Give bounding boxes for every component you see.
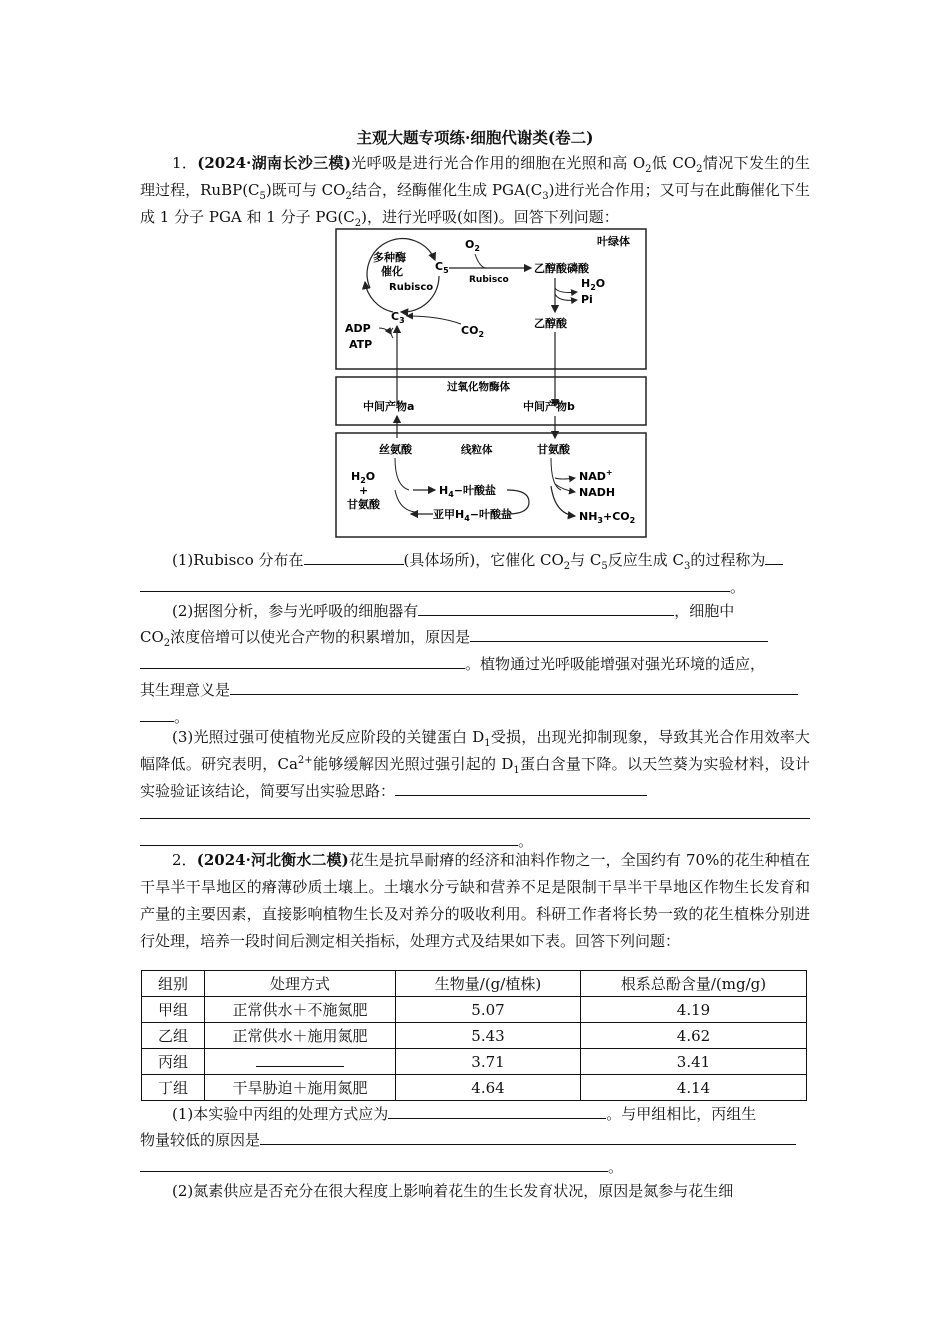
q1-stem: 1．(2024·湖南长沙三模)光呼吸是进行光合作用的细胞在光照和高 $O_2$低 $CO_2$情况下发生的生理过程，$RuBP(C_5)$既可与 $CO_2$结合，经酶催化生成 $PGA(C_3)$进行光合作用；又可与在此酶催化下生成 1 分子 PGA 和 1 分子 $PG(C_2)$，进行光呼吸(如图)。回答下列问题： (140, 154, 811, 229)
svg-text:Rubisco: Rubisco (469, 275, 509, 285)
c5-label: $C_5$ (435, 260, 449, 275)
nh3-co2-label: $NH_3+CO_2$ (579, 510, 636, 525)
table-header: 组别 (142, 971, 205, 997)
intermediate-b-label: 中间产物b (523, 400, 575, 413)
svg-text:H2O: $H_2O$ (351, 470, 376, 485)
glycine-label: 甘氨酸 (537, 443, 570, 456)
answer-blank[interactable] (140, 830, 518, 846)
q1-sub2: (2)据图分析，参与光呼吸的细胞器有 ，细胞中 (172, 602, 735, 620)
table-header: 处理方式 (205, 971, 396, 997)
q1-sub2-line2: $CO_2$浓度倍增可以使光合产物的积累增加，原因是 (140, 624, 810, 651)
intermediate-a-label: 中间产物a (363, 400, 415, 413)
answer-blank[interactable] (256, 1052, 344, 1067)
q2-sub2: (2)氮素供应是否充分在很大程度上影响着花生的生长发育状况，原因是氮参与花生细 (172, 1182, 734, 1200)
table-header-row (142, 971, 807, 997)
svg-text:+: + (359, 484, 369, 497)
answer-blank[interactable] (418, 600, 674, 616)
answer-blank[interactable] (260, 1129, 796, 1145)
table-row: 甲组 正常供水＋不施氮肥 5.07 4.19 (142, 997, 807, 1023)
page-title: 主观大题专项练·细胞代谢类(卷二) (356, 128, 594, 147)
svg-text:H2O: $H_2O$ (581, 277, 606, 292)
o2-label: $O_2$ (465, 238, 480, 253)
table-row: 乙组 正常供水＋施用氮肥 5.43 4.62 (142, 1023, 807, 1049)
chloroplast-label: 叶绿体 (597, 235, 630, 248)
methylene-folate-label: 亚甲$H_4-$叶酸盐 (433, 508, 513, 523)
q1-sub1: (1)Rubisco 分布在 (具体场所)，它催化 $CO_2$与 $C_5$反应生成 $C_3$的过程称为 。 (140, 547, 810, 601)
atp-label: ATP (349, 338, 373, 351)
h4-folate-label: $H_4-$叶酸盐 (439, 484, 497, 499)
q2-stem: 2．(2024·河北衡水二模)花生是抗旱耐瘠的经济和油料作物之一，全国约有 70%的花生种植在干旱半干旱地区的瘠薄砂质土壤上。土壤水分亏缺和营养不足是限制干旱半干旱地区作物生长发育和产量的主要因素，直接影响植物生长及对养分的吸收利用。科研工作者将长势一致的花生植株分别进行处理，培养一段时间后测定相关指标，处理方式及结果如下表。回答下列问题： (140, 851, 810, 950)
q1-sub3-lines: 。 (140, 801, 810, 855)
q1-sub2-line3: 。植物通过光呼吸能增强对强光环境的适应， (140, 651, 810, 678)
adp-label: ADP (345, 322, 371, 335)
answer-blank[interactable] (140, 803, 810, 819)
answer-blank[interactable] (140, 576, 730, 592)
answer-blank[interactable] (230, 679, 798, 695)
peroxisome-label: 过氧化物酶体 (447, 381, 510, 393)
chloroplast-box (336, 229, 646, 369)
svg-text:Pi: Pi (581, 293, 593, 306)
answer-blank[interactable] (140, 706, 174, 722)
answer-blank[interactable] (388, 1103, 606, 1119)
photorespiration-diagram (335, 228, 647, 540)
table-header: 根系总酚含量/(mg/g) (581, 971, 807, 997)
svg-text:催化: 催化 (381, 265, 403, 278)
answer-blank[interactable] (470, 626, 768, 642)
q1-sub2-line4: 其生理意义是 。 (140, 677, 810, 731)
answer-blank[interactable] (140, 653, 465, 669)
rubisco-label: Rubisco (389, 282, 434, 293)
q2-sub1: (1)本实验中丙组的处理方式应为 。与甲组相比，丙组生 (172, 1105, 757, 1123)
co2-label: $CO_2$ (461, 324, 485, 339)
answer-blank[interactable] (304, 549, 404, 565)
mitochondrion-label: 线粒体 (461, 444, 493, 456)
nadh-label: NADH (579, 486, 616, 499)
table-row: 丁组 干旱胁迫＋施用氮肥 4.64 4.14 (142, 1075, 807, 1101)
answer-blank[interactable] (765, 549, 783, 565)
table-row: 丙组 3.71 3.41 (142, 1049, 807, 1075)
q1-sub3: (3)光照过强可使植物光反应阶段的关键蛋白 $D_1$受损，出现光抑制现象，导致其光合作用效率大幅降低。研究表明，$Ca^{2+}$能够缓解因光照过强引起的 $D_1$蛋白含量下降。以天竺葵为实验材料，设计实验验证该结论，简要写出实验思路： (140, 728, 811, 800)
multi-enzyme-label: 多种酶 (373, 251, 406, 264)
answer-blank[interactable] (140, 1156, 608, 1172)
nad-label: NAD+ (579, 468, 613, 483)
results-table (141, 970, 807, 1101)
table-header: 生物量/(g/植株) (396, 971, 581, 997)
c3-label: $C_3$ (391, 310, 405, 325)
glycolate-phosphate-label: 乙醇酸磷酸 (534, 262, 589, 275)
glycolate-label: 乙醇酸 (534, 317, 567, 330)
answer-blank[interactable] (395, 780, 647, 796)
serine-label: 丝氨酸 (379, 443, 412, 456)
q2-sub1-line2: 物量较低的原因是 。 (140, 1127, 810, 1181)
glycine-left-label: 甘氨酸 (347, 498, 380, 511)
